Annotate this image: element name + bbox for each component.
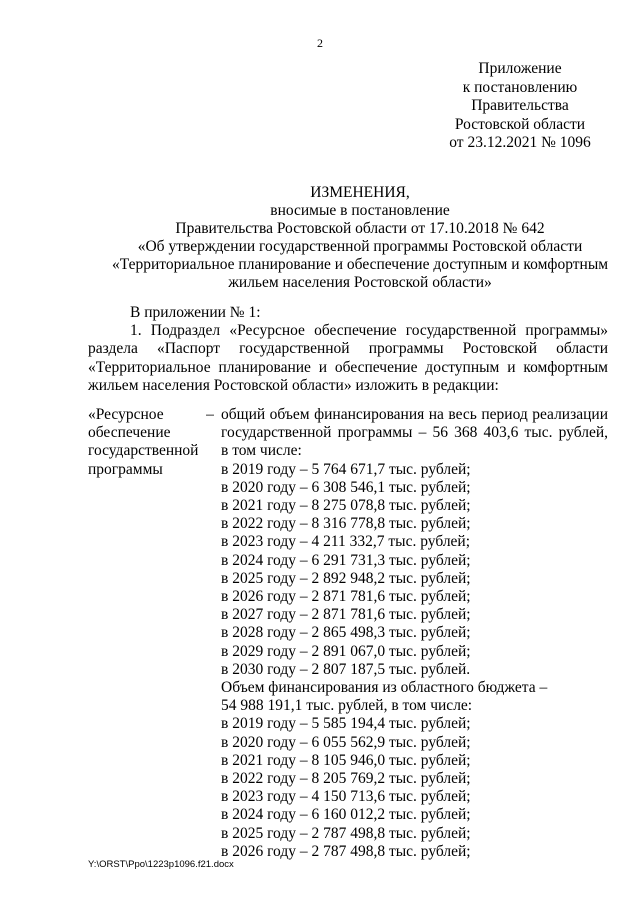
title-line: Правительства Ростовской области от 17.10.2018 № 642	[175, 220, 545, 237]
appendix-line: Ростовской области	[454, 115, 586, 133]
item1-line: раздела «Паспорт государственной программы Ростовской области	[88, 340, 608, 358]
year-line: в 2027 году – 2 871 781,6 тыс. рублей;	[221, 606, 471, 624]
year-line: в 2026 году – 2 787 498,8 тыс. рублей;	[221, 842, 471, 860]
page-number: 2	[317, 36, 323, 50]
year-line: в 2025 году – 2 892 948,2 тыс. рублей;	[221, 569, 471, 587]
title-line: вносимые в постановление	[270, 202, 450, 219]
body-text	[88, 304, 608, 395]
year-line: в 2022 году – 8 205 769,2 тыс. рублей;	[221, 770, 471, 788]
section-label-line: «Ресурсное	[88, 406, 164, 423]
title-line: «Об утверждении государственной программы Ростовской области	[137, 238, 583, 255]
item1-line: жильем населения Ростовской области» изложить в редакции:	[88, 376, 499, 394]
section-label-line: обеспечение	[88, 424, 171, 442]
year-line: в 2024 году – 6 291 731,3 тыс. рублей;	[221, 551, 471, 569]
regional-line: 54 988 191,1 тыс. рублей, в том числе:	[221, 697, 473, 715]
year-line: в 2030 году – 2 807 187,5 тыс. рублей.	[221, 660, 471, 678]
appendix-line: от 23.12.2021 № 1096	[449, 134, 591, 151]
section-dash: –	[206, 406, 214, 423]
year-line: в 2025 году – 2 787 498,8 тыс. рублей;	[221, 824, 471, 842]
section-label-line: программы	[88, 460, 163, 478]
appendix-line: к постановлению	[462, 78, 578, 96]
title-line: «Территориальное планирование и обеспечение доступным и комфортным	[111, 256, 609, 273]
file-path-footer: Y:\ORST\Ppo\1223p1096.f21.docx	[88, 859, 234, 870]
year-line: в 2023 году – 4 150 713,6 тыс. рублей;	[221, 788, 471, 806]
year-line: в 2026 году – 2 871 781,6 тыс. рублей;	[221, 588, 471, 606]
total-line: общий объем финансирования на весь период реализации	[221, 406, 608, 423]
appendix-line: Приложение	[478, 60, 562, 77]
item1-line: «Территориальное планирование и обеспечение доступным и комфортным	[88, 358, 608, 376]
year-line: в 2023 году – 4 211 332,7 тыс. рублей;	[221, 533, 471, 551]
year-line: в 2021 году – 8 105 946,0 тыс. рублей;	[221, 751, 471, 769]
total-line: государственной программы – 56 368 403,6 тыс. рублей,	[221, 424, 608, 442]
item1-line: 1. Подраздел «Ресурсное обеспечение государственной программы»	[130, 322, 608, 340]
year-line: в 2019 году – 5 585 194,4 тыс. рублей;	[221, 715, 471, 733]
appendix-line: Правительства	[471, 97, 569, 114]
year-line: в 2024 году – 6 160 012,2 тыс. рублей;	[221, 806, 471, 824]
regional-line: Объем финансирования из областного бюджета –	[221, 679, 548, 697]
total-line: в том числе:	[221, 442, 302, 460]
year-line: в 2021 году – 8 275 078,8 тыс. рублей;	[221, 497, 471, 515]
title-line: жильем населения Ростовской области»	[228, 274, 492, 291]
year-line: в 2019 году – 5 764 671,7 тыс. рублей;	[221, 460, 471, 478]
year-line: в 2020 году – 6 055 562,9 тыс. рублей;	[221, 733, 471, 751]
title-line: ИЗМЕНЕНИЯ,	[310, 184, 410, 201]
appendix-header	[440, 60, 600, 153]
year-line: в 2022 году – 8 316 778,8 тыс. рублей;	[221, 515, 471, 533]
section-content	[221, 406, 608, 861]
document-title	[60, 184, 640, 292]
year-line: в 2028 году – 2 865 498,3 тыс. рублей;	[221, 624, 471, 642]
section-label-line: государственной	[88, 442, 199, 460]
year-line: в 2029 году – 2 891 067,0 тыс. рублей;	[221, 642, 471, 660]
year-line: в 2020 году – 6 308 546,1 тыс. рублей;	[221, 478, 471, 496]
section-label	[88, 406, 208, 479]
intro-paragraph: В приложении № 1:	[130, 304, 261, 321]
